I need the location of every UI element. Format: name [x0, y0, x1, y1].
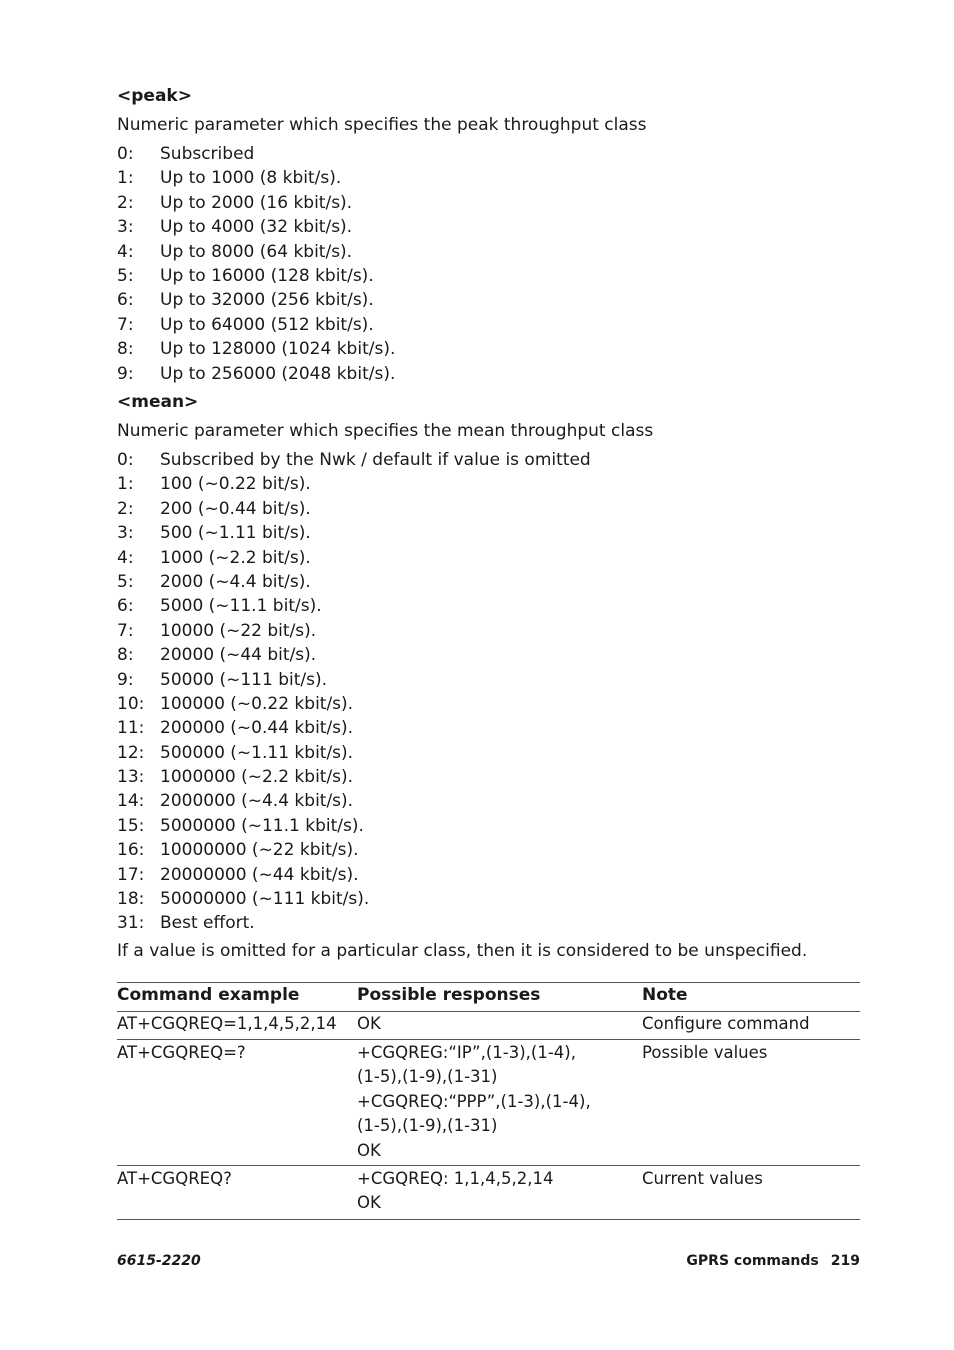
item-text: 10000 (~22 bit/s).: [160, 620, 317, 641]
response-line: +CGQREQ:“PPP”,(1-3),(1-4),: [357, 1091, 591, 1111]
item-text: Up to 2000 (16 kbit/s).: [160, 192, 353, 213]
item-text: 20000000 (~44 kbit/s).: [160, 864, 359, 885]
item-text: Best effort.: [160, 913, 255, 934]
item-text: Subscribed by the Nwk / default if value is omitted: [160, 450, 591, 470]
table-cell-command: AT+CGQREQ?: [117, 1169, 232, 1188]
header-possible-responses: Possible responses: [357, 985, 541, 1005]
item-code: 6:: [117, 290, 134, 311]
item-text: 5000 (~11.1 bit/s).: [160, 596, 322, 617]
item-text: Up to 1000 (8 kbit/s).: [160, 168, 342, 189]
item-text: 10000000 (~22 kbit/s).: [160, 840, 359, 861]
item-code: 9:: [117, 669, 134, 690]
item-code: 4:: [117, 547, 134, 568]
item-text: Up to 128000 (1024 kbit/s).: [160, 339, 396, 360]
item-code: 4:: [117, 241, 134, 262]
item-code: 7:: [117, 620, 134, 641]
item-code: 7:: [117, 314, 134, 335]
mean-heading: <mean>: [117, 392, 199, 412]
footer-doc-number: 6615-2220: [117, 1253, 201, 1269]
unspecified-note: If a value is omitted for a particular class, then it is considered to be unspecified.: [117, 941, 808, 961]
header-command-example: Command example: [117, 985, 300, 1005]
response-line: +CGQREQ: 1,1,4,5,2,14: [357, 1169, 554, 1188]
item-text: 2000000 (~4.4 kbit/s).: [160, 791, 354, 812]
item-text: 500 (~1.11 bit/s).: [160, 523, 311, 544]
table-row-divider: [117, 1165, 860, 1166]
item-code: 2:: [117, 498, 134, 519]
item-code: 6:: [117, 596, 134, 617]
item-code: 3:: [117, 217, 134, 238]
item-text: 500000 (~1.11 kbit/s).: [160, 742, 354, 763]
table-cell-command: AT+CGQREQ=?: [117, 1043, 246, 1062]
item-text: 5000000 (~11.1 kbit/s).: [160, 815, 364, 836]
item-code: 2:: [117, 192, 134, 213]
peak-heading: <peak>: [117, 86, 192, 106]
item-text: 200 (~0.44 bit/s).: [160, 498, 311, 519]
item-code: 12:: [117, 742, 145, 763]
response-line: OK: [357, 1140, 381, 1160]
item-text: Up to 16000 (128 kbit/s).: [160, 265, 374, 286]
item-code: 17:: [117, 864, 145, 885]
item-code: 5:: [117, 265, 134, 286]
table-cell-command: AT+CGQREQ=1,1,4,5,2,14: [117, 1014, 337, 1033]
table-cell-responses: [357, 1167, 554, 1216]
item-code: 18:: [117, 889, 145, 910]
item-code: 14:: [117, 791, 145, 812]
item-code: 15:: [117, 815, 145, 836]
item-text: Up to 4000 (32 kbit/s).: [160, 217, 353, 238]
item-code: 3:: [117, 523, 134, 544]
item-code: 5:: [117, 571, 134, 592]
item-code: 31:: [117, 913, 145, 934]
item-code: 9:: [117, 363, 134, 384]
item-text: 200000 (~0.44 kbit/s).: [160, 718, 354, 739]
peak-description: Numeric parameter which specifies the peak throughput class: [117, 115, 647, 135]
response-line: +CGQREG:“IP”,(1-3),(1-4),: [357, 1043, 576, 1062]
item-code: 16:: [117, 840, 145, 861]
mean-description: Numeric parameter which specifies the mean throughput class: [117, 421, 654, 441]
item-text: 20000 (~44 bit/s).: [160, 645, 317, 666]
item-text: 100000 (~0.22 kbit/s).: [160, 693, 354, 714]
item-text: Up to 64000 (512 kbit/s).: [160, 314, 374, 335]
item-code: 1:: [117, 168, 134, 189]
item-code: 11:: [117, 718, 145, 739]
table-cell-note: Current values: [642, 1169, 763, 1188]
item-code: 1:: [117, 474, 134, 495]
response-line: (1-5),(1-9),(1-31): [357, 1116, 498, 1136]
item-code: 8:: [117, 339, 134, 360]
response-line: (1-5),(1-9),(1-31): [357, 1067, 498, 1087]
item-text: 2000 (~4.4 bit/s).: [160, 571, 311, 592]
item-code: 0:: [117, 144, 134, 164]
table-rule-bottom: [117, 1219, 860, 1220]
item-text: Up to 256000 (2048 kbit/s).: [160, 363, 396, 384]
table-row-divider: [117, 1039, 860, 1040]
table-cell-responses: [357, 1041, 591, 1163]
table-cell-note: Configure command: [642, 1014, 810, 1033]
item-text: Up to 32000 (256 kbit/s).: [160, 290, 374, 311]
item-code: 10:: [117, 693, 145, 714]
item-text: 100 (~0.22 bit/s).: [160, 474, 311, 495]
item-text: 1000 (~2.2 bit/s).: [160, 547, 311, 568]
footer-section: [686, 1251, 860, 1271]
item-text: Up to 8000 (64 kbit/s).: [160, 241, 353, 262]
item-text: 50000 (~111 bit/s).: [160, 669, 328, 690]
table-cell-note: Possible values: [642, 1043, 768, 1062]
item-text: 1000000 (~2.2 kbit/s).: [160, 767, 354, 788]
response-line: OK: [357, 1014, 381, 1033]
item-code: 8:: [117, 645, 134, 666]
item-text: 50000000 (~111 kbit/s).: [160, 889, 370, 910]
footer-section-title: GPRS commands: [686, 1253, 819, 1269]
table-cell-responses: [357, 1012, 381, 1036]
page-number: 219: [830, 1253, 860, 1269]
item-code: 0:: [117, 450, 134, 470]
response-line: OK: [357, 1193, 381, 1213]
item-text: Subscribed: [160, 144, 255, 164]
item-code: 13:: [117, 767, 145, 788]
header-note: Note: [642, 985, 688, 1005]
